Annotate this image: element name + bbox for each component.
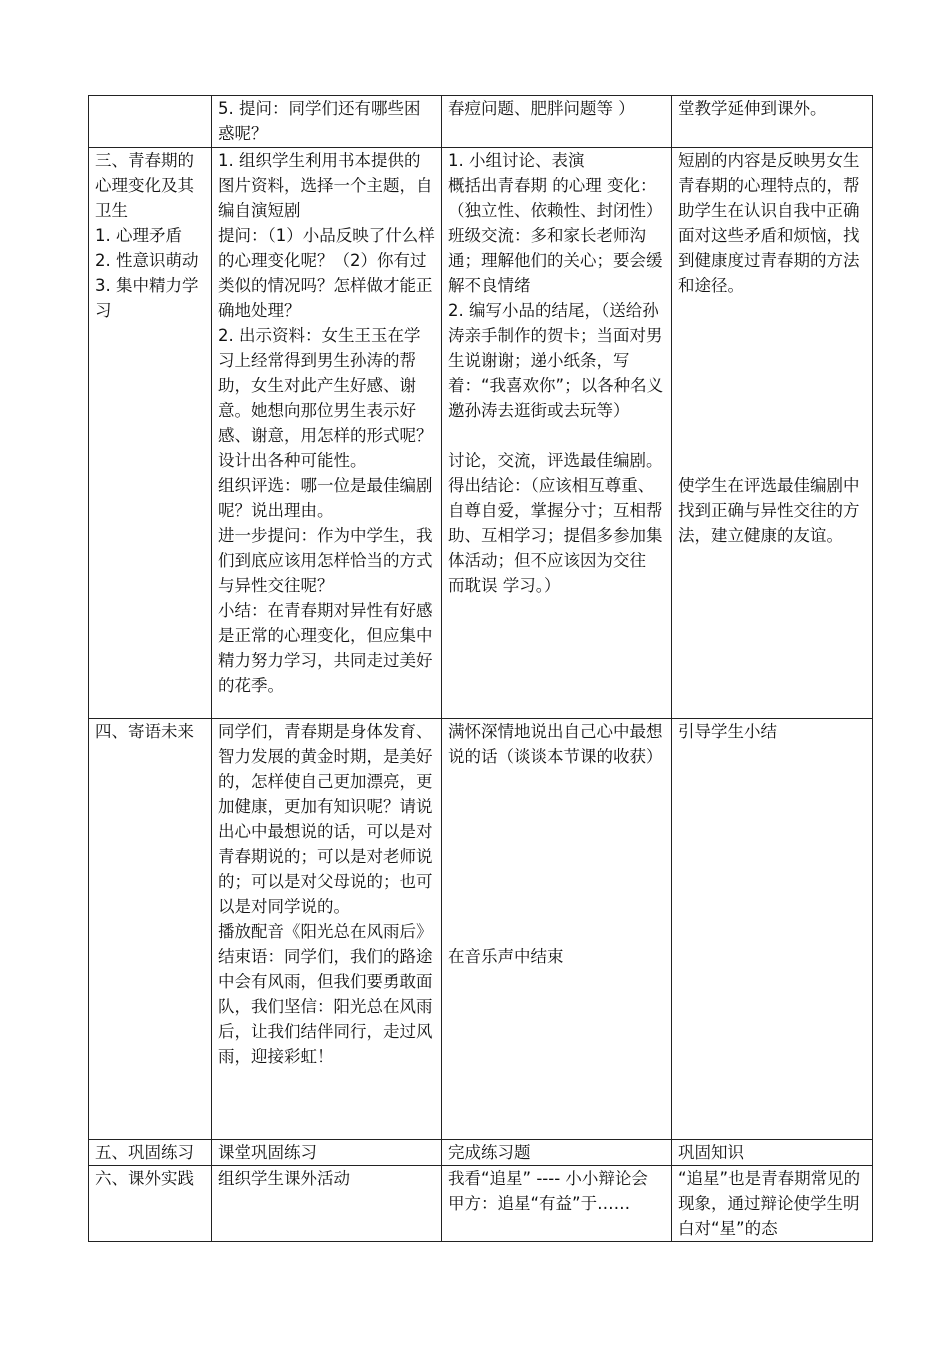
stage-cell	[89, 719, 212, 1140]
stage-cell	[89, 1140, 212, 1166]
teacher-activity-text: 同学们，青春期是身体发育、智力发展的黄金时期，是美好的，怎样使自己更加漂亮，更加健康，更加有知识呢？请说出心中最想说的话，可以是对青春期说的；可以是对老师说的；可以是对父母说的；也可以是对同学说的。	[218, 722, 433, 916]
teacher-activity-text: 1. 组织学生利用书本提供的图片资料，选择一个主题，自编自演短剧	[218, 151, 433, 220]
student-activity-text: 1. 小组讨论、表演	[448, 151, 585, 170]
design-intent-cell	[672, 719, 873, 1140]
student-activity-text: 讨论，交流，评选最佳编剧。	[448, 451, 663, 470]
stage-subitem: 2. 性意识萌动	[95, 251, 199, 270]
table-row	[89, 148, 873, 719]
student-activity-cell	[442, 1140, 672, 1166]
teacher-activity-text: 提问：（1）小品反映了什么样的心理变化呢？（2）你有过类似的情况吗？怎样做才能正确地处理？	[218, 226, 435, 320]
teacher-activity-cell	[212, 719, 442, 1140]
table-row	[89, 719, 873, 1140]
stage-cell	[89, 96, 212, 148]
lesson-plan-table	[88, 95, 873, 1242]
student-activity-text: 在音乐声中结束	[448, 947, 564, 966]
stage-cell	[89, 148, 212, 719]
design-intent-cell	[672, 96, 873, 148]
student-activity-text: 甲方：追星“有益”于……	[448, 1194, 631, 1213]
design-intent-text: 使学生在评选最佳编剧中找到正确与异性交往的方法，建立健康的友谊。	[678, 476, 860, 545]
teacher-activity-cell	[212, 1166, 442, 1242]
student-activity-text: 春痘问题、肥胖问题等 ）	[448, 99, 635, 118]
stage-cell	[89, 1166, 212, 1242]
table-row	[89, 1140, 873, 1166]
stage-title: 五、巩固练习	[95, 1143, 194, 1162]
stage-subitem: 3. 集中精力学习	[95, 276, 199, 320]
teacher-activity-text: 小结：在青春期对异性有好感是正常的心理变化，但应集中精力努力学习，共同走过美好的花季。	[218, 601, 433, 695]
stage-title: 四、寄语未来	[95, 722, 194, 741]
teacher-activity-text: 播放配音《阳光总在风雨后》	[218, 922, 433, 941]
teacher-activity-text: 进一步提问：作为中学生，我们到底应该用怎样恰当的方式与异性交往呢？	[218, 526, 433, 595]
student-activity-cell	[442, 1166, 672, 1242]
design-intent-text: 巩固知识	[678, 1143, 744, 1162]
teacher-activity-text: 2. 出示资料：女生王玉在学习上经常得到男生孙涛的帮助，女生对此产生好感、谢意。她想向那位男生表示好感、谢意，用怎样的形式呢？设计出各种可能性。	[218, 326, 433, 470]
teacher-activity-cell	[212, 1140, 442, 1166]
student-activity-text: 满怀深情地说出自己心中最想说的话（谈谈本节课的收获）	[448, 722, 663, 766]
student-activity-text: 完成练习题	[448, 1143, 531, 1162]
student-activity-text: 我看“追星” ---- 小小辩论会	[448, 1169, 648, 1188]
table-row	[89, 1166, 873, 1242]
teacher-activity-text: 组织学生课外活动	[218, 1169, 350, 1188]
teacher-activity-text: 组织评选：哪一位是最佳编剧呢？说出理由。	[218, 476, 433, 520]
design-intent-text: “追星”也是青春期常见的现象，通过辩论使学生明白对“星”的态	[678, 1169, 861, 1238]
student-activity-cell	[442, 719, 672, 1140]
design-intent-text: 堂教学延伸到课外。	[678, 99, 827, 118]
design-intent-cell	[672, 1166, 873, 1242]
stage-title: 六、课外实践	[95, 1169, 194, 1188]
design-intent-text: 短剧的内容是反映男女生青春期的心理特点的，帮助学生在认识自我中正确面对这些矛盾和烦恼，找到健康度过青春期的方法和途径。	[678, 151, 860, 295]
teacher-activity-cell	[212, 148, 442, 719]
design-intent-text: 引导学生小结	[678, 722, 777, 741]
student-activity-cell	[442, 148, 672, 719]
teacher-activity-text: 5. 提问：同学们还有哪些困惑呢？	[218, 99, 421, 143]
design-intent-cell	[672, 148, 873, 719]
student-activity-text: 概括出青春期 的心理 变化：（独立性、依赖性、封闭性）	[448, 176, 663, 220]
stage-subitem: 1. 心理矛盾	[95, 226, 182, 245]
teacher-activity-cell	[212, 96, 442, 148]
student-activity-text: 得出结论：（应该相互尊重、自尊自爱，掌握分寸；互相帮助、互相学习；提倡多参加集体活动；但不应该因为交往 而耽误 学习。）	[448, 476, 663, 595]
student-activity-text: 2. 编写小品的结尾，（送给孙涛亲手制作的贺卡；当面对男生说谢谢；递小纸条，写着：“我喜欢你”；以各种名义邀孙涛去逛街或去玩等）	[448, 301, 664, 420]
table-row	[89, 96, 873, 148]
student-activity-cell	[442, 96, 672, 148]
student-activity-text: 班级交流：多和家长老师沟通；理解他们的关心；要会缓解不良情绪	[448, 226, 663, 295]
stage-title: 三、青春期的心理变化及其卫生	[95, 151, 194, 220]
design-intent-cell	[672, 1140, 873, 1166]
teacher-activity-text: 课堂巩固练习	[218, 1143, 317, 1162]
teacher-activity-text: 结束语：同学们，我们的路途中会有风雨，但我们要勇敢面队，我们坚信：阳光总在风雨后，让我们结伴同行，走过风雨，迎接彩虹！	[218, 947, 433, 1066]
